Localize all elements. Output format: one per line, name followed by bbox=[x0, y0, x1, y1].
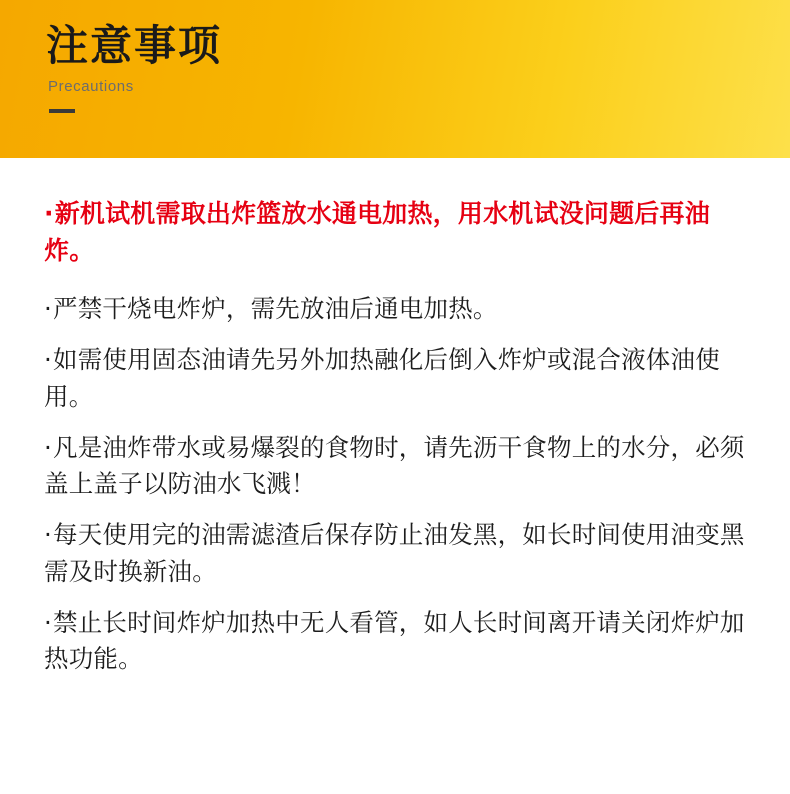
list-item-text: 凡是油炸带水或易爆裂的食物时，请先沥干食物上的水分，必须盖上盖子以防油水飞溅！ bbox=[44, 432, 745, 498]
list-item-text: 每天使用完的油需滤渣后保存防止油发黑，如长时间使用油变黑需及时换新油。 bbox=[44, 520, 745, 586]
bullet-marker: · bbox=[44, 520, 52, 550]
bullet-marker: · bbox=[44, 345, 52, 375]
page-title: 注意事项 bbox=[46, 21, 223, 70]
list-item-text: 如需使用固态油请先另外加热融化后倒入炸炉或混合液体油使用。 bbox=[44, 345, 720, 411]
list-item bbox=[44, 291, 746, 327]
list-item bbox=[44, 342, 746, 415]
title-underline-rule bbox=[49, 109, 75, 113]
page-subtitle: Precautions bbox=[48, 78, 134, 96]
bullet-marker: · bbox=[44, 432, 52, 462]
list-item bbox=[44, 605, 746, 678]
bullet-marker: · bbox=[44, 294, 52, 323]
list-item bbox=[44, 196, 746, 269]
bullet-marker: · bbox=[44, 199, 54, 228]
page-header-banner bbox=[0, 0, 790, 158]
list-item-text: 新机试机需取出炸篮放水通电加热，用水机试没问题后再油炸。 bbox=[44, 199, 710, 265]
list-item-text: 禁止长时间炸炉加热中无人看管，如人长时间离开请关闭炸炉加热功能。 bbox=[44, 607, 745, 673]
list-item bbox=[44, 430, 746, 503]
list-item-text: 严禁干烧电炸炉，需先放油后通电加热。 bbox=[53, 294, 498, 323]
bullet-marker: · bbox=[44, 607, 52, 637]
precautions-list bbox=[0, 158, 790, 677]
list-item bbox=[44, 517, 746, 590]
header-text-block bbox=[46, 22, 222, 113]
